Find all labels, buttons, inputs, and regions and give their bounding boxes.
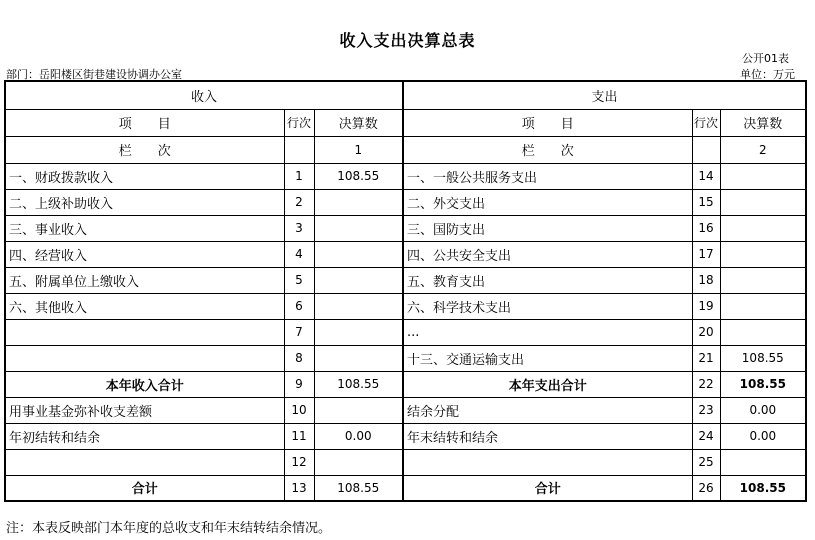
- column-index-row: [5, 136, 806, 163]
- income-amount: [314, 215, 403, 241]
- income-amount: [314, 449, 403, 475]
- income-amount: [314, 241, 403, 267]
- income-item: 五、附属单位上缴收入: [5, 267, 284, 293]
- expense-row-number: 19: [692, 293, 720, 319]
- expense-item: 五、教育支出: [403, 267, 692, 293]
- expense-row-number: 22: [692, 371, 720, 397]
- income-amount-header: 决算数: [314, 109, 403, 136]
- form-code: 公开01表: [742, 52, 789, 65]
- income-row-number: 9: [284, 371, 314, 397]
- income-column-number: 1: [314, 136, 403, 163]
- expense-amount-header: 决算数: [720, 109, 806, 136]
- income-expense-table: [4, 80, 807, 502]
- department-label: 部门：岳阳楼区街巷建设协调办公室: [6, 68, 182, 81]
- grand-total-row: [5, 475, 806, 501]
- expense-row-number: 17: [692, 241, 720, 267]
- expense-item: 三、国防支出: [403, 215, 692, 241]
- expense-item: 二、外交支出: [403, 189, 692, 215]
- table-row: [5, 319, 806, 345]
- table-row: [5, 345, 806, 371]
- income-grand-total-amount: 108.55: [314, 475, 403, 501]
- footnote: 注：本表反映部门本年度的总收支和年末结转结余情况。: [6, 521, 332, 536]
- expense-row-number: 26: [692, 475, 720, 501]
- expense-grand-total-label: 合计: [403, 475, 692, 501]
- income-item: [5, 345, 284, 371]
- income-header: 收入: [5, 81, 403, 109]
- income-item: [5, 449, 284, 475]
- expense-item: ...: [403, 319, 692, 345]
- income-row-number: 13: [284, 475, 314, 501]
- expense-item: 一、一般公共服务支出: [403, 163, 692, 189]
- income-row-number: 11: [284, 423, 314, 449]
- income-item: [5, 319, 284, 345]
- income-row-number: 3: [284, 215, 314, 241]
- expense-header: 支出: [403, 81, 806, 109]
- income-row-number: 8: [284, 345, 314, 371]
- expense-amount: [720, 267, 806, 293]
- expense-item-header: 项 目: [403, 109, 692, 136]
- table-row: [5, 449, 806, 475]
- income-row-number: 10: [284, 397, 314, 423]
- expense-year-total-label: 本年支出合计: [403, 371, 692, 397]
- income-item-header: 项 目: [5, 109, 284, 136]
- expense-column-blank: [692, 136, 720, 163]
- expense-amount: [720, 293, 806, 319]
- table-row: [5, 293, 806, 319]
- income-column-blank: [284, 136, 314, 163]
- section-header-row: [5, 81, 806, 109]
- income-row-number: 1: [284, 163, 314, 189]
- expense-item: 十三、交通运输支出: [403, 345, 692, 371]
- expense-item: 结余分配: [403, 397, 692, 423]
- expense-row-number: 24: [692, 423, 720, 449]
- income-item: 一、财政拨款收入: [5, 163, 284, 189]
- income-row-number: 12: [284, 449, 314, 475]
- income-item: 用事业基金弥补收支差额: [5, 397, 284, 423]
- expense-row-number: 15: [692, 189, 720, 215]
- report-title: 收入支出决算总表: [339, 31, 476, 50]
- table-row: [5, 423, 806, 449]
- income-year-total-amount: 108.55: [314, 371, 403, 397]
- expense-item: 年末结转和结余: [403, 423, 692, 449]
- expense-amount: 0.00: [720, 423, 806, 449]
- income-row-number: 4: [284, 241, 314, 267]
- income-item: 年初结转和结余: [5, 423, 284, 449]
- expense-amount: [720, 189, 806, 215]
- income-item: 二、上级补助收入: [5, 189, 284, 215]
- income-amount: [314, 319, 403, 345]
- expense-column-number: 2: [720, 136, 806, 163]
- expense-amount: [720, 163, 806, 189]
- expense-amount: 108.55: [720, 345, 806, 371]
- expense-row-number: 18: [692, 267, 720, 293]
- expense-rowno-header: 行次: [692, 109, 720, 136]
- column-header-row: [5, 109, 806, 136]
- expense-amount: [720, 241, 806, 267]
- expense-grand-total-amount: 108.55: [720, 475, 806, 501]
- table-row: [5, 189, 806, 215]
- income-amount: [314, 189, 403, 215]
- expense-row-number: 23: [692, 397, 720, 423]
- table-row: [5, 163, 806, 189]
- income-amount: 108.55: [314, 163, 403, 189]
- income-row-number: 6: [284, 293, 314, 319]
- income-item: 三、事业收入: [5, 215, 284, 241]
- income-item: 六、其他收入: [5, 293, 284, 319]
- expense-amount: [720, 449, 806, 475]
- income-column-label: 栏 次: [5, 136, 284, 163]
- expense-item: 六、科学技术支出: [403, 293, 692, 319]
- income-row-number: 2: [284, 189, 314, 215]
- expense-amount: [720, 319, 806, 345]
- unit-label: 单位：万元: [740, 68, 795, 81]
- income-amount: [314, 397, 403, 423]
- year-total-row: [5, 371, 806, 397]
- income-rowno-header: 行次: [284, 109, 314, 136]
- expense-amount: [720, 215, 806, 241]
- table-row: [5, 267, 806, 293]
- income-amount: [314, 267, 403, 293]
- income-row-number: 5: [284, 267, 314, 293]
- expense-item: 四、公共安全支出: [403, 241, 692, 267]
- table-row: [5, 241, 806, 267]
- expense-row-number: 21: [692, 345, 720, 371]
- expense-row-number: 16: [692, 215, 720, 241]
- expense-year-total-amount: 108.55: [720, 371, 806, 397]
- income-year-total-label: 本年收入合计: [5, 371, 284, 397]
- table-row: [5, 215, 806, 241]
- expense-item: [403, 449, 692, 475]
- income-amount: [314, 293, 403, 319]
- income-amount: 0.00: [314, 423, 403, 449]
- income-item: 四、经营收入: [5, 241, 284, 267]
- expense-column-label: 栏 次: [403, 136, 692, 163]
- income-grand-total-label: 合计: [5, 475, 284, 501]
- income-amount: [314, 345, 403, 371]
- income-row-number: 7: [284, 319, 314, 345]
- expense-amount: 0.00: [720, 397, 806, 423]
- expense-row-number: 20: [692, 319, 720, 345]
- table-row: [5, 397, 806, 423]
- expense-row-number: 25: [692, 449, 720, 475]
- expense-row-number: 14: [692, 163, 720, 189]
